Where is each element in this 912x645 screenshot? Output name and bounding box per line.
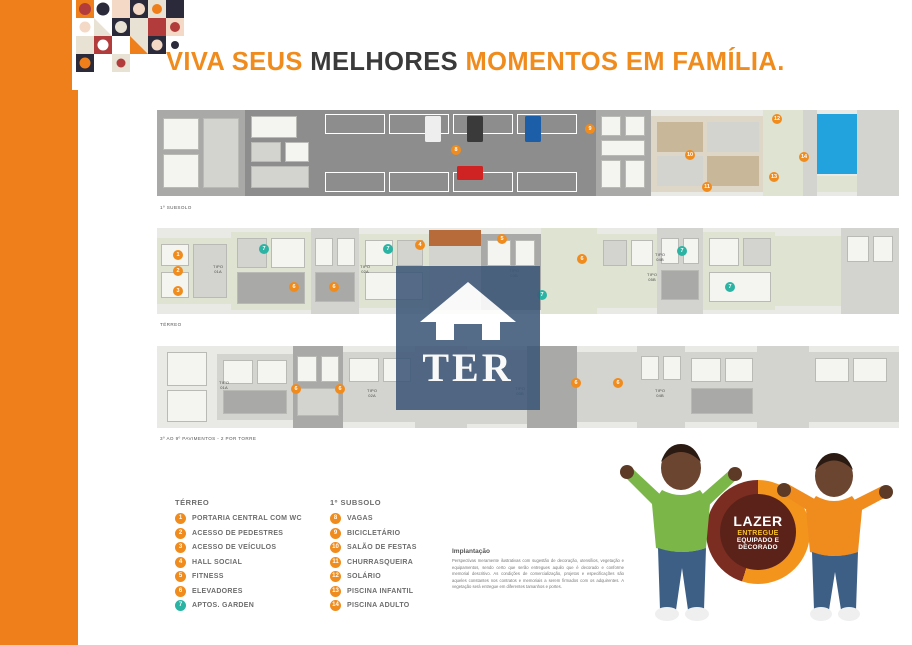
- implantacao-title: Implantação: [452, 548, 490, 555]
- legend-item: [175, 542, 330, 553]
- legend-item: [175, 513, 330, 524]
- plan-pin-6: 6: [335, 384, 345, 394]
- legend-label: PORTARIA CENTRAL COM WC: [192, 515, 302, 522]
- plan-pin-7: 7: [383, 244, 393, 254]
- legend-label: VAGAS: [347, 515, 373, 522]
- legend-label: SOLÁRIO: [347, 573, 381, 580]
- plan-pin-2: 2: [173, 266, 183, 276]
- car-icon: [525, 116, 541, 142]
- legend-num: 12: [330, 571, 341, 582]
- legend-label: ACESSO DE PEDESTRES: [192, 529, 284, 537]
- legend-num: 7: [175, 600, 186, 611]
- headline-part-2: MELHORES: [310, 48, 466, 76]
- legend-num: 3: [175, 542, 186, 553]
- floorplan-caption-pavimentos: 3º AO 9º PAVIMENTOS - 2 POR TORRE: [160, 436, 257, 441]
- legend-title-terreo: TÉRREO: [175, 498, 210, 507]
- tipo-label-04b: TIPO 04B: [655, 252, 666, 262]
- implantacao-block: [452, 548, 624, 591]
- legend-title-subsolo: 1º SUBSOLO: [330, 498, 382, 507]
- child-photo-right: [776, 446, 894, 626]
- plan-pin-12: 12: [773, 116, 781, 122]
- tipo-label-p-02a: TIPO 02A: [367, 388, 378, 398]
- car-icon: [467, 116, 483, 142]
- plan-pin-13: 13: [770, 174, 778, 180]
- legend-column-terreo: [175, 498, 330, 615]
- legend-num: 6: [175, 586, 186, 597]
- legend-item: [175, 557, 330, 568]
- legend-label: ELEVADORES: [192, 587, 243, 595]
- legend-label: HALL SOCIAL: [192, 558, 243, 566]
- seal-line-1: LAZER: [733, 513, 783, 529]
- legend-num: 4: [175, 557, 186, 568]
- plan-pin-7: 7: [677, 246, 687, 256]
- legend-label: SALÃO DE FESTAS: [347, 544, 417, 551]
- tipo-label-05b: TIPO 05B: [647, 272, 658, 282]
- house-icon: [396, 274, 540, 344]
- legend-num: 2: [175, 528, 186, 539]
- plan-pin-6: 6: [289, 282, 299, 292]
- seal-line-2: ENTREGUE: [737, 530, 779, 537]
- legend-num: 1: [175, 513, 186, 524]
- watermark-logo: [396, 266, 540, 410]
- plan-pin-6: 6: [613, 378, 623, 388]
- seal-line-4: DECORADO: [738, 544, 778, 551]
- tipo-label-01a: TIPO 01A: [213, 264, 224, 274]
- plan-pin-6: 6: [329, 282, 339, 292]
- legend-item: [175, 571, 330, 582]
- plan-pin-4: 4: [415, 240, 425, 250]
- headline-part-1: VIVA SEUS: [166, 48, 311, 76]
- legend-label: PISCINA ADULTO: [347, 602, 410, 609]
- car-icon: [457, 166, 483, 180]
- floorplan-caption-subsolo: 1º SUBSOLO: [160, 205, 192, 210]
- legend-label: ACESSO DE VEÍCULOS: [192, 544, 277, 551]
- legend-num: 10: [330, 542, 341, 553]
- legend-item: [175, 586, 330, 597]
- legend-item: [175, 600, 330, 611]
- legend-label: FITNESS: [192, 573, 224, 580]
- legend-num: 9: [330, 528, 341, 539]
- legend-item: [330, 513, 480, 524]
- child-photo-left: [620, 436, 742, 626]
- legend-label: APTOS. GARDEN: [192, 602, 255, 609]
- plan-pin-14: 14: [800, 154, 808, 160]
- legend-num: 14: [330, 600, 341, 611]
- tipo-label-p-01a: TIPO 01A: [219, 380, 230, 390]
- plan-pin-7: 7: [537, 290, 547, 300]
- plan-pin-6: 6: [577, 254, 587, 264]
- headline-part-3: MOMENTOS EM FAMÍLIA.: [465, 48, 785, 76]
- tipo-label-02a: TIPO 02A: [360, 264, 371, 274]
- legend-label: BICICLETÁRIO: [347, 529, 401, 537]
- page-title: [166, 48, 785, 77]
- legend-item: [175, 528, 330, 539]
- tipo-label-p-04b: TIPO 04B: [655, 388, 666, 398]
- car-icon: [425, 116, 441, 142]
- left-white-gap: [78, 0, 100, 645]
- pool-adulto: [817, 114, 857, 174]
- plan-pin-7: 7: [259, 244, 269, 254]
- floorplan-subsolo: [157, 110, 899, 196]
- floorplan-caption-terreo: TÉRREO: [160, 322, 182, 327]
- left-accent-bar: [0, 0, 78, 645]
- seal-line-3: EQUIPADO E: [736, 537, 780, 544]
- plan-pin-5: 5: [497, 234, 507, 244]
- plan-pin-9: 9: [585, 124, 595, 134]
- implantacao-disclaimer: Perspectivas meramente ilustrativas com sugestão de decoração, utensílios, vegetação e equipamentos, sendo certo que serão entregues aquilo que é decorado e conforme memorial descritivo. As condições de comercialização, projetos e especificações são aqueles constantes nos contratos e memoriais a serem firmados com os adquirentes. A vegetação será entregue em diferentes tamanhos e portes.: [452, 558, 624, 589]
- plan-pin-6: 6: [291, 384, 301, 394]
- legend-item: [330, 600, 480, 611]
- legend-num: 13: [330, 586, 341, 597]
- plan-pin-1: 1: [173, 250, 183, 260]
- plan-pin-10: 10: [686, 152, 694, 158]
- legend-label: CHURRASQUEIRA: [347, 558, 414, 566]
- legend-num: 5: [175, 571, 186, 582]
- plan-pin-11: 11: [702, 182, 712, 192]
- plan-pin-8: 8: [451, 145, 461, 155]
- watermark-text: TER: [422, 345, 514, 390]
- plan-pin-7: 7: [725, 282, 735, 292]
- plan-pin-3: 3: [173, 286, 183, 296]
- legend-num: 8: [330, 513, 341, 524]
- legend-item: [330, 528, 480, 539]
- legend-num: 11: [330, 557, 341, 568]
- plan-pin-6: 6: [571, 378, 581, 388]
- legend-label: PISCINA INFANTIL: [347, 587, 414, 595]
